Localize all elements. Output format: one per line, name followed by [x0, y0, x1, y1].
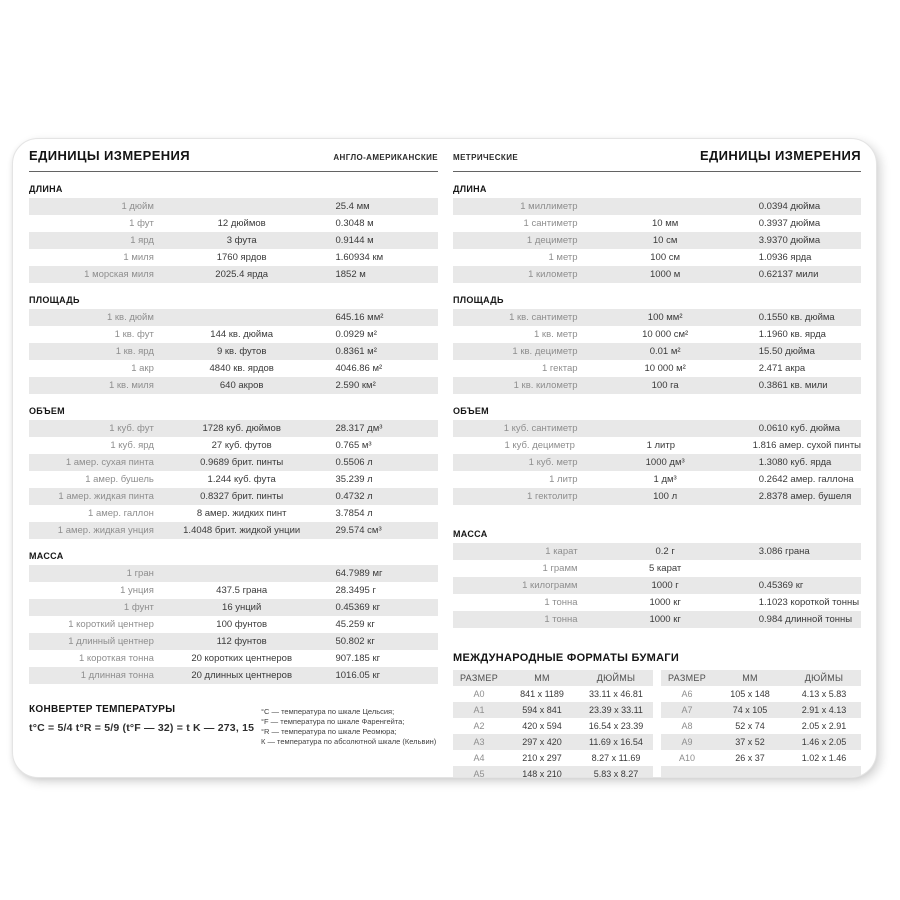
- size-cell: A2: [473, 721, 485, 731]
- table-row: [453, 560, 861, 577]
- table-row: [453, 198, 861, 215]
- value-cell: 0.3861 кв. мили: [758, 380, 828, 391]
- value-cell: 1.60934 км: [335, 252, 384, 263]
- equivalent-cell: [160, 198, 324, 215]
- value-cell: 4046.86 м²: [335, 363, 383, 374]
- table-row: [661, 686, 861, 702]
- equivalent-cell: 10 мм: [652, 218, 679, 229]
- table-row: [661, 734, 861, 750]
- unit-cell: 1 тонна: [544, 614, 578, 625]
- table-row: [453, 686, 653, 702]
- equivalent-cell: 10 000 см²: [642, 329, 689, 340]
- temperature-note-kelvin: К — температура по абсолютной шкале (Кельвин): [261, 737, 437, 746]
- mm-cell: 37 x 52: [735, 737, 765, 747]
- table-row: [29, 582, 438, 599]
- inches-cell: 8.27 x 11.69: [591, 753, 641, 763]
- equivalent-cell: 10 см: [652, 235, 678, 246]
- unit-cell: 1 куб. фут: [109, 423, 154, 434]
- mm-cell: 26 x 37: [735, 753, 765, 763]
- table-row: [29, 377, 438, 394]
- paper-tables: [453, 670, 861, 778]
- equivalent-cell: [584, 198, 747, 215]
- value-cell: 1016.05 кг: [335, 670, 381, 681]
- value-cell: 28.3495 г: [335, 585, 376, 596]
- table-row: [453, 766, 653, 778]
- unit-cell: 1 амер. жидкая пинта: [58, 491, 154, 502]
- table-row: [29, 505, 438, 522]
- unit-cell: 1 кв. фут: [114, 329, 154, 340]
- size-header-cell: РАЗМЕР: [667, 673, 707, 683]
- unit-cell: 1 метр: [548, 252, 578, 263]
- unit-cell: 1 амер. галлон: [88, 508, 154, 519]
- size-cell: A7: [681, 705, 693, 715]
- paper-table-a6-a10: [661, 670, 861, 778]
- unit-cell: 1 куб. ярд: [110, 440, 154, 451]
- equivalent-cell: 8 амер. жидких пинт: [196, 508, 287, 519]
- equivalent-cell: 1.4048 брит. жидкой унции: [183, 525, 301, 536]
- inches-header-cell: ДЮЙМЫ: [804, 673, 844, 683]
- unit-cell: 1 короткий центнер: [68, 619, 154, 630]
- value-cell: 1.1023 короткой тонны: [758, 597, 860, 608]
- unit-cell: 1 литр: [549, 474, 578, 485]
- unit-cell: 1 акр: [131, 363, 154, 374]
- table-row: [29, 326, 438, 343]
- unit-cell: 1 морская миля: [84, 269, 154, 280]
- unit-cell: 1 кв. ярд: [115, 346, 154, 357]
- temperature-converter: [29, 704, 438, 747]
- mm-cell: 52 x 74: [735, 721, 765, 731]
- unit-cell: 1 унция: [120, 585, 154, 596]
- mm-cell: 420 x 594: [522, 721, 562, 731]
- table-row: [453, 454, 861, 471]
- value-cell: 0.984 длинной тонны: [758, 614, 853, 625]
- unit-cell: 1 карат: [545, 546, 578, 557]
- value-cell: 907.185 кг: [335, 653, 381, 664]
- value-cell: 45.259 кг: [335, 619, 375, 630]
- table-row: [29, 360, 438, 377]
- table-row: [453, 437, 861, 454]
- table-row: [29, 650, 438, 667]
- equivalent-cell: 100 см: [650, 252, 681, 263]
- mm-cell: 148 x 210: [522, 769, 562, 778]
- section-area-anglo: [29, 295, 438, 394]
- section-label: ОБЪЕМ: [453, 406, 489, 416]
- unit-cell: 1 амер. жидкая унция: [57, 525, 154, 536]
- equivalent-cell: 1 дм³: [653, 474, 677, 485]
- right-column-header: [453, 139, 861, 172]
- equivalent-cell: 144 кв. дюйма: [210, 329, 274, 340]
- inches-cell: 5.83 x 8.27: [593, 769, 639, 778]
- unit-cell: 1 тонна: [544, 597, 578, 608]
- unit-cell: 1 грамм: [542, 563, 578, 574]
- equivalent-cell: [584, 420, 747, 437]
- table-row: [453, 543, 861, 560]
- unit-cell: 1 гран: [126, 568, 154, 579]
- equivalent-cell: 1000 кг: [649, 614, 681, 625]
- unit-cell: 1 фунт: [123, 602, 154, 613]
- unit-cell: 1 амер. бушель: [85, 474, 154, 485]
- equivalent-cell: 100 мм²: [647, 312, 683, 323]
- right-column-subtitle: МЕТРИЧЕСКИЕ: [453, 153, 519, 162]
- size-cell: A6: [681, 689, 693, 699]
- table-row: [29, 488, 438, 505]
- inches-cell: 23.39 x 33.11: [589, 705, 643, 715]
- value-cell: 0.765 м³: [335, 440, 372, 451]
- table-row: [29, 667, 438, 684]
- size-cell: A9: [681, 737, 693, 747]
- size-header-cell: РАЗМЕР: [459, 673, 499, 683]
- unit-cell: 1 куб. метр: [528, 457, 578, 468]
- section-label: ДЛИНА: [453, 184, 487, 194]
- table-row: [453, 718, 653, 734]
- inches-cell: 1.46 x 2.05: [801, 737, 847, 747]
- value-cell: 0.2642 амер. галлона: [758, 474, 854, 485]
- equivalent-cell: 1000 кг: [649, 597, 681, 608]
- unit-cell: 1 куб. дециметр: [504, 440, 575, 451]
- size-cell: A10: [678, 753, 695, 763]
- page-title: ЕДИНИЦЫ ИЗМЕРЕНИЯ: [699, 148, 861, 163]
- value-cell: 3.7854 л: [335, 508, 373, 519]
- equivalent-cell: 4840 кв. ярдов: [209, 363, 274, 374]
- table-row: [661, 750, 861, 766]
- unit-cell: 1 фут: [129, 218, 154, 229]
- equivalent-cell: [160, 565, 324, 582]
- equivalent-cell: 0.8327 брит. пинты: [200, 491, 284, 502]
- unit-cell: 1 короткая тонна: [78, 653, 154, 664]
- table-row: [29, 249, 438, 266]
- value-cell: 2.471 акра: [758, 363, 806, 374]
- table-row: [661, 702, 861, 718]
- reference-page-card: [12, 138, 877, 778]
- mm-cell: 74 x 105: [732, 705, 768, 715]
- table-row: [453, 734, 653, 750]
- value-cell: 29.574 см³: [335, 525, 382, 536]
- unit-cell: 1 дюйм: [121, 201, 154, 212]
- equivalent-cell: [160, 309, 324, 326]
- value-cell: 0.45369 кг: [335, 602, 381, 613]
- value-cell: 50.802 кг: [335, 636, 375, 647]
- paper-table-header: [661, 670, 861, 686]
- section-label: ОБЪЕМ: [29, 406, 65, 416]
- table-row: [661, 766, 861, 778]
- table-row: [453, 309, 861, 326]
- equivalent-cell: 3 фута: [226, 235, 257, 246]
- unit-cell: 1 амер. сухая пинта: [65, 457, 154, 468]
- volume-table-anglo: [29, 420, 438, 539]
- mm-cell: 297 x 420: [522, 737, 562, 747]
- equivalent-cell: 9 кв. футов: [216, 346, 267, 357]
- size-cell: A4: [473, 753, 485, 763]
- table-row: [29, 232, 438, 249]
- equivalent-cell: 20 длинных центнеров: [191, 670, 292, 681]
- unit-cell: 1 миля: [123, 252, 154, 263]
- equivalent-cell: 2025.4 ярда: [215, 269, 269, 280]
- table-row: [453, 488, 861, 505]
- equivalent-cell: 1000 дм³: [645, 457, 685, 468]
- size-cell: A0: [473, 689, 485, 699]
- value-cell: 1.3080 куб. ярда: [758, 457, 832, 468]
- table-row: [29, 565, 438, 582]
- equivalent-cell: 0.01 м²: [649, 346, 681, 357]
- value-cell: 25.4 мм: [335, 201, 370, 212]
- section-volume-metric: [453, 406, 861, 505]
- table-row: [29, 633, 438, 650]
- value-cell: 0.62137 мили: [758, 269, 819, 280]
- table-row: [29, 616, 438, 633]
- value-cell: 1.1960 кв. ярда: [758, 329, 826, 340]
- temperature-note-reaumur: °R — температура по шкале Реомюра;: [261, 727, 397, 736]
- table-row: [29, 309, 438, 326]
- section-label: ПЛОЩАДЬ: [453, 295, 504, 305]
- section-length-metric: [453, 184, 861, 283]
- area-table-metric: [453, 309, 861, 394]
- table-row: [453, 420, 861, 437]
- value-cell: 2.590 км²: [335, 380, 376, 391]
- value-cell: 28.317 дм³: [335, 423, 383, 434]
- temperature-note-celsius: °C — температура по шкале Цельсия;: [261, 707, 395, 716]
- table-row: [29, 522, 438, 539]
- section-label: МАССА: [29, 551, 64, 561]
- table-row: [661, 718, 861, 734]
- value-cell: 2.8378 амер. бушеля: [758, 491, 852, 502]
- area-table-anglo: [29, 309, 438, 394]
- value-cell: 0.0394 дюйма: [758, 201, 821, 212]
- unit-cell: 1 кв. миля: [108, 380, 154, 391]
- table-row: [29, 454, 438, 471]
- mm-cell: 594 x 841: [522, 705, 562, 715]
- temperature-notes: [261, 704, 438, 747]
- inches-cell: 16.54 x 23.39: [588, 721, 644, 731]
- size-cell: A1: [473, 705, 485, 715]
- value-cell: 0.9144 м: [335, 235, 374, 246]
- mass-table-metric: [453, 543, 861, 628]
- value-cell: 35.239 л: [335, 474, 373, 485]
- equivalent-cell: 1.244 куб. фута: [207, 474, 276, 485]
- temperature-formula: t°C = 5/4 t°R = 5/9 (t°F — 32) = t K — 273, 15: [29, 722, 255, 734]
- unit-cell: 1 миллиметр: [520, 201, 578, 212]
- table-row: [453, 577, 861, 594]
- table-row: [453, 594, 861, 611]
- temperature-note-fahrenheit: °F — температура по шкале Фаренгейта;: [261, 717, 405, 726]
- inches-cell: [787, 766, 861, 778]
- unit-cell: 1 длинная тонна: [80, 670, 154, 681]
- table-row: [453, 377, 861, 394]
- equivalent-cell: 437.5 грана: [216, 585, 268, 596]
- inches-cell: 2.91 x 4.13: [801, 705, 847, 715]
- inches-header-cell: ДЮЙМЫ: [596, 673, 636, 683]
- temperature-converter-title: КОНВЕРТЕР ТЕМПЕРАТУРЫ: [29, 704, 176, 715]
- section-label: ДЛИНА: [29, 184, 63, 194]
- value-cell: 64.7989 мг: [335, 568, 383, 579]
- metric-column: [453, 139, 861, 778]
- size-cell: A5: [473, 769, 485, 778]
- unit-cell: 1 дециметр: [526, 235, 578, 246]
- equivalent-cell: 1 литр: [646, 440, 675, 451]
- mm-cell: 841 x 1189: [520, 689, 564, 699]
- unit-cell: 1 килограмм: [522, 580, 578, 591]
- value-cell: 15.50 дюйма: [758, 346, 815, 357]
- page-title: ЕДИНИЦЫ ИЗМЕРЕНИЯ: [29, 148, 191, 163]
- unit-cell: 1 кв. дюйм: [106, 312, 154, 323]
- paper-formats-title: МЕЖДУНАРОДНЫЕ ФОРМАТЫ БУМАГИ: [453, 652, 680, 664]
- equivalent-cell: 112 фунтов: [216, 636, 267, 647]
- value-cell: 3.9370 дюйма: [758, 235, 821, 246]
- table-row: [29, 266, 438, 283]
- equivalent-cell: 1728 куб. дюймов: [202, 423, 281, 434]
- size-cell: A3: [473, 737, 485, 747]
- equivalent-cell: 640 акров: [219, 380, 264, 391]
- equivalent-cell: 1000 м: [649, 269, 681, 280]
- table-row: [453, 232, 861, 249]
- unit-cell: 1 гектолитр: [527, 491, 578, 502]
- inches-cell: 1.02 x 1.46: [801, 753, 847, 763]
- table-row: [29, 471, 438, 488]
- paper-table-a0-a5: [453, 670, 653, 778]
- inches-cell: 33.11 x 46.81: [589, 689, 643, 699]
- value-cell: 1852 м: [335, 269, 366, 280]
- equivalent-cell: 27 куб. футов: [211, 440, 272, 451]
- equivalent-cell: 10 000 м²: [644, 363, 686, 374]
- table-row: [29, 437, 438, 454]
- mm-cell: [713, 766, 787, 778]
- value-cell: 0.0929 м²: [335, 329, 377, 340]
- value-cell: 0.4732 л: [335, 491, 373, 502]
- equivalent-cell: 1760 ярдов: [216, 252, 267, 263]
- table-row: [29, 198, 438, 215]
- mm-header-cell: ММ: [534, 673, 550, 683]
- table-row: [29, 343, 438, 360]
- table-row: [453, 471, 861, 488]
- value-cell: 0.3048 м: [335, 218, 374, 229]
- inches-cell: 11.69 x 16.54: [589, 737, 643, 747]
- value-cell: [747, 560, 861, 577]
- temperature-formula-block: [29, 704, 261, 747]
- section-length-anglo: [29, 184, 438, 283]
- equivalent-cell: 100 л: [653, 491, 678, 502]
- mass-table-anglo: [29, 565, 438, 684]
- value-cell: 0.0610 куб. дюйма: [758, 423, 841, 434]
- section-label: МАССА: [453, 529, 488, 539]
- equivalent-cell: 100 фунтов: [216, 619, 268, 630]
- inches-cell: 2.05 x 2.91: [801, 721, 847, 731]
- value-cell: 1.816 амер. сухой пинты: [752, 440, 861, 451]
- table-row: [453, 360, 861, 377]
- section-label: ПЛОЩАДЬ: [29, 295, 80, 305]
- equivalent-cell: 0.9689 брит. пинты: [200, 457, 284, 468]
- table-row: [453, 266, 861, 283]
- value-cell: 3.086 грана: [758, 546, 810, 557]
- unit-cell: 1 кв. метр: [534, 329, 578, 340]
- table-row: [453, 326, 861, 343]
- unit-cell: 1 кв. сантиметр: [509, 312, 578, 323]
- table-row: [453, 611, 861, 628]
- unit-cell: 1 кв. километр: [513, 380, 578, 391]
- unit-cell: 1 куб. сантиметр: [503, 423, 578, 434]
- unit-cell: 1 километр: [528, 269, 578, 280]
- equivalent-cell: 20 коротких центнеров: [191, 653, 293, 664]
- length-table-anglo: [29, 198, 438, 283]
- equivalent-cell: 5 карат: [649, 563, 682, 574]
- section-area-metric: [453, 295, 861, 394]
- equivalent-cell: 100 га: [651, 380, 679, 391]
- table-row: [453, 702, 653, 718]
- value-cell: 0.1550 кв. дюйма: [758, 312, 835, 323]
- value-cell: 0.5506 л: [335, 457, 373, 468]
- left-column-subtitle: АНГЛО-АМЕРИКАНСКИЕ: [333, 153, 438, 162]
- table-row: [453, 249, 861, 266]
- table-row: [453, 215, 861, 232]
- inches-cell: 4.13 x 5.83: [801, 689, 847, 699]
- value-cell: 0.3937 дюйма: [758, 218, 821, 229]
- unit-cell: 1 сантиметр: [523, 218, 578, 229]
- left-column-header: [29, 139, 438, 172]
- volume-table-metric: [453, 420, 861, 505]
- table-row: [29, 599, 438, 616]
- table-row: [29, 420, 438, 437]
- table-row: [453, 343, 861, 360]
- length-table-metric: [453, 198, 861, 283]
- mm-header-cell: ММ: [742, 673, 758, 683]
- table-row: [453, 750, 653, 766]
- unit-cell: 1 гектар: [542, 363, 578, 374]
- unit-cell: 1 ярд: [130, 235, 154, 246]
- unit-cell: 1 кв. дециметр: [512, 346, 578, 357]
- equivalent-cell: 0.2 г: [655, 546, 675, 557]
- unit-cell: 1 длинный центнер: [68, 636, 154, 647]
- size-cell: [661, 766, 713, 778]
- anglo-american-column: [29, 139, 438, 747]
- section-volume-anglo: [29, 406, 438, 539]
- size-cell: A8: [681, 721, 693, 731]
- equivalent-cell: 16 унций: [222, 602, 262, 613]
- value-cell: 645.16 мм²: [335, 312, 384, 323]
- value-cell: 0.8361 м²: [335, 346, 377, 357]
- table-row: [29, 215, 438, 232]
- paper-formats-section: [453, 652, 861, 778]
- value-cell: 1.0936 ярда: [758, 252, 812, 263]
- section-mass-metric: [453, 529, 861, 628]
- equivalent-cell: 12 дюймов: [217, 218, 266, 229]
- paper-table-header: [453, 670, 653, 686]
- equivalent-cell: 1000 г: [651, 580, 679, 591]
- mm-cell: 210 x 297: [522, 753, 562, 763]
- value-cell: 0.45369 кг: [758, 580, 804, 591]
- section-mass-anglo: [29, 551, 438, 684]
- mm-cell: 105 x 148: [730, 689, 770, 699]
